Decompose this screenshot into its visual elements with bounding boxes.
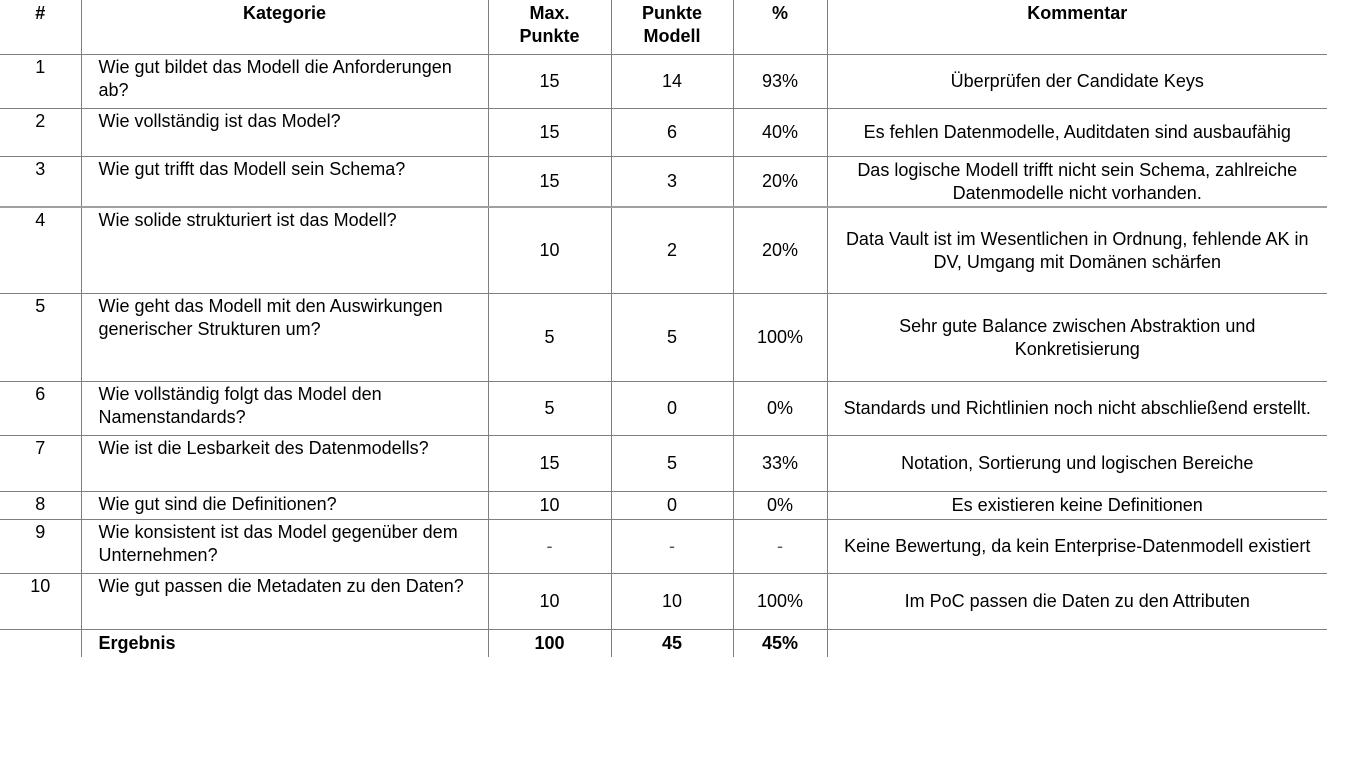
row-num: 5 bbox=[0, 294, 81, 382]
row-model-points: 5 bbox=[611, 436, 733, 492]
row-percent: 20% bbox=[733, 207, 827, 294]
header-percent: % bbox=[733, 0, 827, 55]
total-row bbox=[0, 630, 1327, 658]
row-category: Wie geht das Modell mit den Auswirkungen generischer Strukturen um? bbox=[81, 294, 488, 382]
row-model-points: 0 bbox=[611, 492, 733, 520]
row-percent: 100% bbox=[733, 574, 827, 630]
table-row bbox=[0, 492, 1327, 520]
row-comment: Data Vault ist im Wesentlichen in Ordnung, fehlende AK in DV, Umgang mit Domänen schärfen bbox=[827, 207, 1327, 294]
row-category: Wie vollständig folgt das Model den Namenstandards? bbox=[81, 382, 488, 436]
row-max-points: 10 bbox=[488, 574, 611, 630]
row-comment: Das logische Modell trifft nicht sein Schema, zahlreiche Datenmodelle nicht vorhanden. bbox=[827, 157, 1327, 208]
row-max-points: 15 bbox=[488, 109, 611, 157]
row-category: Wie gut bildet das Modell die Anforderungen ab? bbox=[81, 55, 488, 109]
row-num: 2 bbox=[0, 109, 81, 157]
table-row bbox=[0, 382, 1327, 436]
row-percent: 20% bbox=[733, 157, 827, 208]
header-model-points bbox=[611, 0, 733, 55]
header-num: # bbox=[0, 0, 81, 55]
header-max-points-label: Max. Punkte bbox=[519, 3, 580, 46]
header-max-points bbox=[488, 0, 611, 55]
row-model-points: 14 bbox=[611, 55, 733, 109]
row-max-points: 5 bbox=[488, 294, 611, 382]
table-row bbox=[0, 207, 1327, 294]
row-model-points: 6 bbox=[611, 109, 733, 157]
header-comment: Kommentar bbox=[827, 0, 1327, 55]
header-row bbox=[0, 0, 1327, 55]
table-row bbox=[0, 157, 1327, 208]
row-category: Wie solide strukturiert ist das Modell? bbox=[81, 207, 488, 294]
row-percent: - bbox=[733, 520, 827, 574]
row-percent: 93% bbox=[733, 55, 827, 109]
row-max-points: 15 bbox=[488, 436, 611, 492]
total-label: Ergebnis bbox=[81, 630, 488, 658]
row-model-points: 5 bbox=[611, 294, 733, 382]
table-row bbox=[0, 109, 1327, 157]
table-row bbox=[0, 574, 1327, 630]
row-comment: Notation, Sortierung und logischen Bereiche bbox=[827, 436, 1327, 492]
row-percent: 100% bbox=[733, 294, 827, 382]
total-num bbox=[0, 630, 81, 658]
row-model-points: 0 bbox=[611, 382, 733, 436]
row-num: 4 bbox=[0, 207, 81, 294]
row-num: 10 bbox=[0, 574, 81, 630]
row-max-points: 10 bbox=[488, 207, 611, 294]
row-percent: 0% bbox=[733, 492, 827, 520]
row-category: Wie ist die Lesbarkeit des Datenmodells? bbox=[81, 436, 488, 492]
row-num: 6 bbox=[0, 382, 81, 436]
row-num: 9 bbox=[0, 520, 81, 574]
total-comment bbox=[827, 630, 1327, 658]
row-comment: Im PoC passen die Daten zu den Attributen bbox=[827, 574, 1327, 630]
row-num: 3 bbox=[0, 157, 81, 208]
row-max-points: 5 bbox=[488, 382, 611, 436]
row-category: Wie gut sind die Definitionen? bbox=[81, 492, 488, 520]
table-row bbox=[0, 294, 1327, 382]
row-percent: 33% bbox=[733, 436, 827, 492]
row-max-points: 15 bbox=[488, 157, 611, 208]
row-num: 7 bbox=[0, 436, 81, 492]
row-comment: Es existieren keine Definitionen bbox=[827, 492, 1327, 520]
row-model-points: - bbox=[611, 520, 733, 574]
row-category: Wie konsistent ist das Model gegenüber dem Unternehmen? bbox=[81, 520, 488, 574]
row-percent: 0% bbox=[733, 382, 827, 436]
table-row bbox=[0, 436, 1327, 492]
row-num: 8 bbox=[0, 492, 81, 520]
row-category: Wie vollständig ist das Model? bbox=[81, 109, 488, 157]
row-comment: Es fehlen Datenmodelle, Auditdaten sind ausbaufähig bbox=[827, 109, 1327, 157]
total-model-points: 45 bbox=[611, 630, 733, 658]
row-comment: Sehr gute Balance zwischen Abstraktion und Konkretisierung bbox=[827, 294, 1327, 382]
row-comment: Überprüfen der Candidate Keys bbox=[827, 55, 1327, 109]
total-max-points: 100 bbox=[488, 630, 611, 658]
row-percent: 40% bbox=[733, 109, 827, 157]
total-percent: 45% bbox=[733, 630, 827, 658]
row-num: 1 bbox=[0, 55, 81, 109]
row-category: Wie gut passen die Metadaten zu den Daten? bbox=[81, 574, 488, 630]
table-row bbox=[0, 55, 1327, 109]
header-category: Kategorie bbox=[81, 0, 488, 55]
row-model-points: 2 bbox=[611, 207, 733, 294]
row-category: Wie gut trifft das Modell sein Schema? bbox=[81, 157, 488, 208]
header-model-points-label: Punkte Modell bbox=[641, 3, 702, 46]
row-comment: Keine Bewertung, da kein Enterprise-Datenmodell existiert bbox=[827, 520, 1327, 574]
row-comment: Standards und Richtlinien noch nicht abschließend erstellt. bbox=[827, 382, 1327, 436]
table-row bbox=[0, 520, 1327, 574]
row-model-points: 10 bbox=[611, 574, 733, 630]
row-model-points: 3 bbox=[611, 157, 733, 208]
row-max-points: 10 bbox=[488, 492, 611, 520]
row-max-points: 15 bbox=[488, 55, 611, 109]
row-max-points: - bbox=[488, 520, 611, 574]
